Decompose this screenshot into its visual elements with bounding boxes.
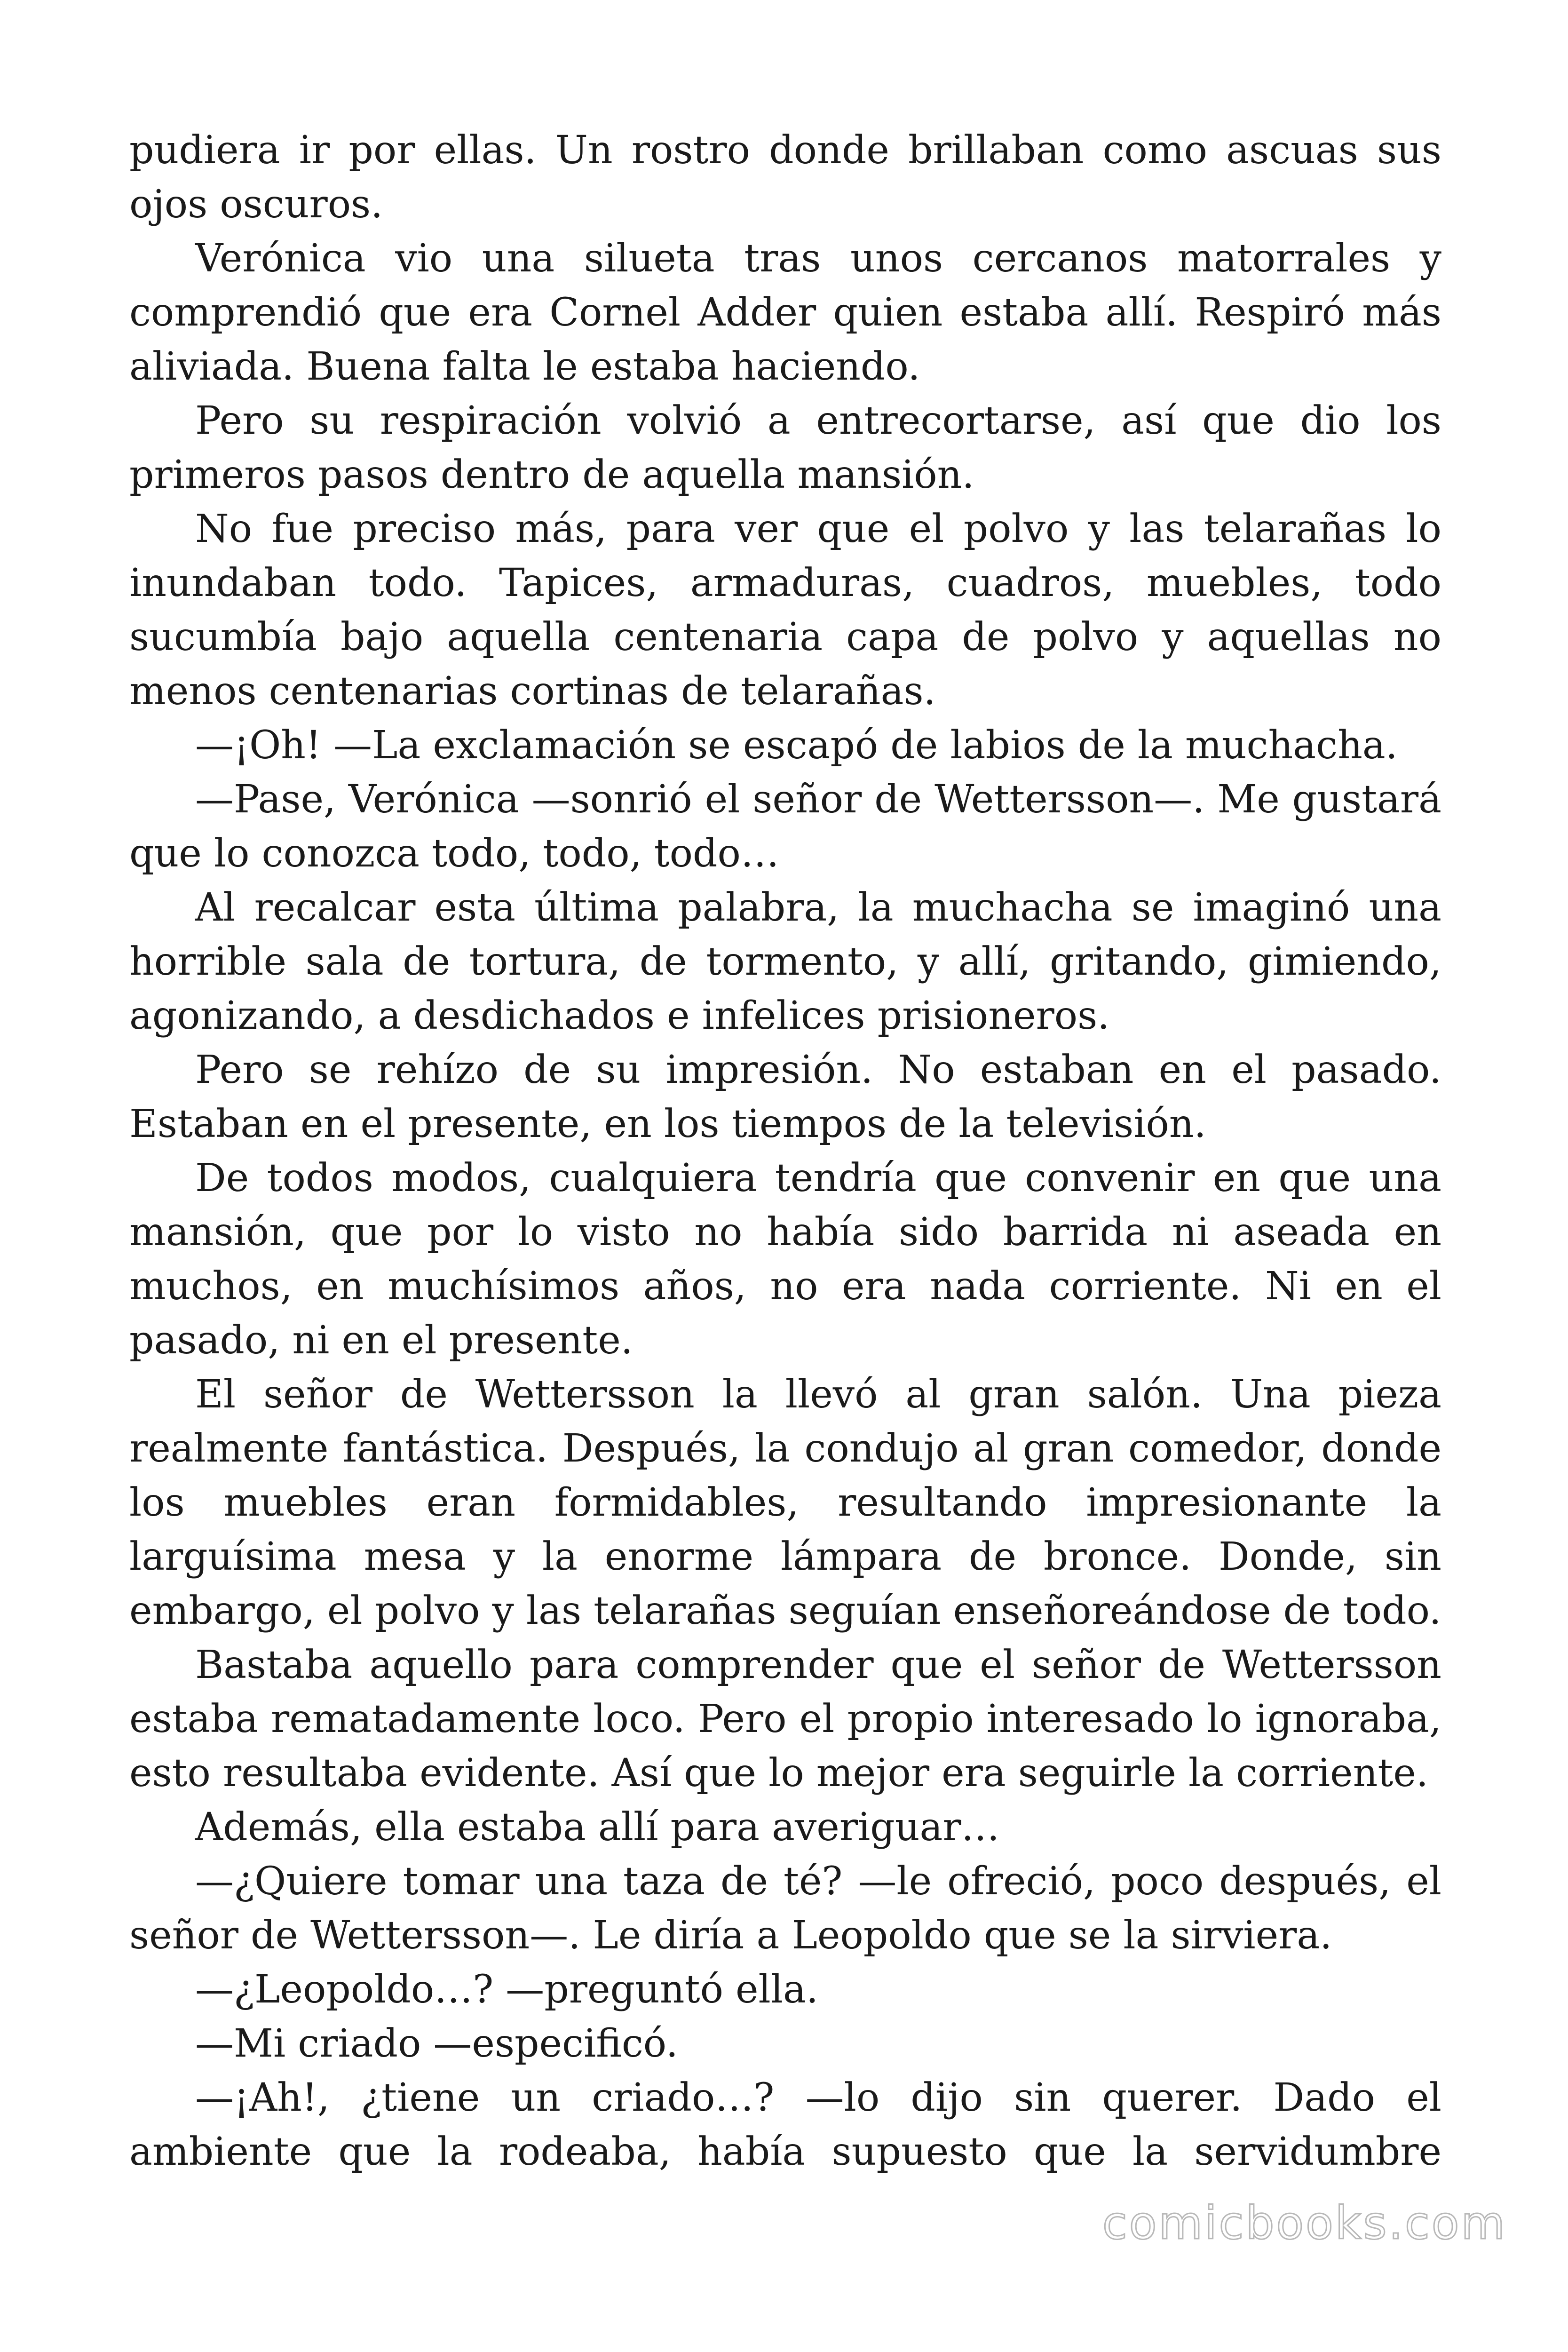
paragraph-15: —Mi criado —especificó.: [195, 2021, 678, 2066]
watermark-logo: comicbooks.com: [1102, 2197, 1507, 2249]
paragraph-1: pudiera ir por ellas. Un rostro donde brillaban como ascuas sus ojos oscuros.: [129, 128, 1441, 227]
paragraph-16: —¡Ah!, ¿tiene un criado…? —lo dijo sin querer. Dado el ambiente que la rodeaba, había supuesto que la servidumbre: [129, 2075, 1441, 2174]
paragraph-7: Al recalcar esta última palabra, la muchacha se imaginó una horrible sala de tortura, de tormento, y allí, gritando, gimiendo, agonizando, a desdichados e infelices prisioneros.: [129, 885, 1441, 1038]
body-text: [129, 123, 1441, 2179]
paragraph-12: Además, ella estaba allí para averiguar…: [195, 1805, 1000, 1850]
paragraph-6: —Pase, Verónica —sonrió el señor de Wettersson—. Me gustará que lo conozca todo, todo, todo…: [129, 777, 1441, 876]
paragraph-13: —¿Quiere tomar una taza de té? —le ofreció, poco después, el señor de Wettersson—. Le diría a Leopoldo que se la sirviera.: [129, 1859, 1441, 1958]
paragraph-9: De todos modos, cualquiera tendría que convenir en que una mansión, que por lo visto no había sido barrida ni aseada en muchos, en muchísimos años, no era nada corriente. Ni en el pasado, ni en el presente.: [129, 1156, 1441, 1363]
paragraph-8: Pero se rehízo de su impresión. No estaban en el pasado. Estaban en el presente, en los tiempos de la televisión.: [129, 1048, 1441, 1146]
paragraph-10: El señor de Wettersson la llevó al gran salón. Una pieza realmente fantástica. Después, la condujo al gran comedor, donde los muebles eran formidables, resultando impresionante la larguísima mesa y la enorme lámpara de bronce. Donde, sin embargo, el polvo y las telarañas seguían enseñoreándose de todo.: [129, 1372, 1441, 1633]
paragraph-2: Verónica vio una silueta tras unos cercanos matorrales y comprendió que era Cornel Adder quien estaba allí. Respiró más aliviada. Buena falta le estaba haciendo.: [129, 236, 1441, 389]
paragraph-14: —¿Leopoldo…? —preguntó ella.: [195, 1967, 818, 2012]
paragraph-11: Bastaba aquello para comprender que el señor de Wettersson estaba rematadamente loco. Pero el propio interesado lo ignoraba, esto resultaba evidente. Así que lo mejor era seguirle la corriente.: [129, 1643, 1441, 1796]
paragraph-5: —¡Oh! —La exclamación se escapó de labios de la muchacha.: [195, 723, 1398, 768]
paragraph-3: Pero su respiración volvió a entrecortarse, así que dio los primeros pasos dentro de aquella mansión.: [129, 398, 1441, 497]
paragraph-4: No fue preciso más, para ver que el polvo y las telarañas lo inundaban todo. Tapices, armaduras, cuadros, muebles, todo sucumbía bajo aquella centenaria capa de polvo y aquellas no menos centenarias cortinas de telarañas.: [129, 507, 1441, 714]
